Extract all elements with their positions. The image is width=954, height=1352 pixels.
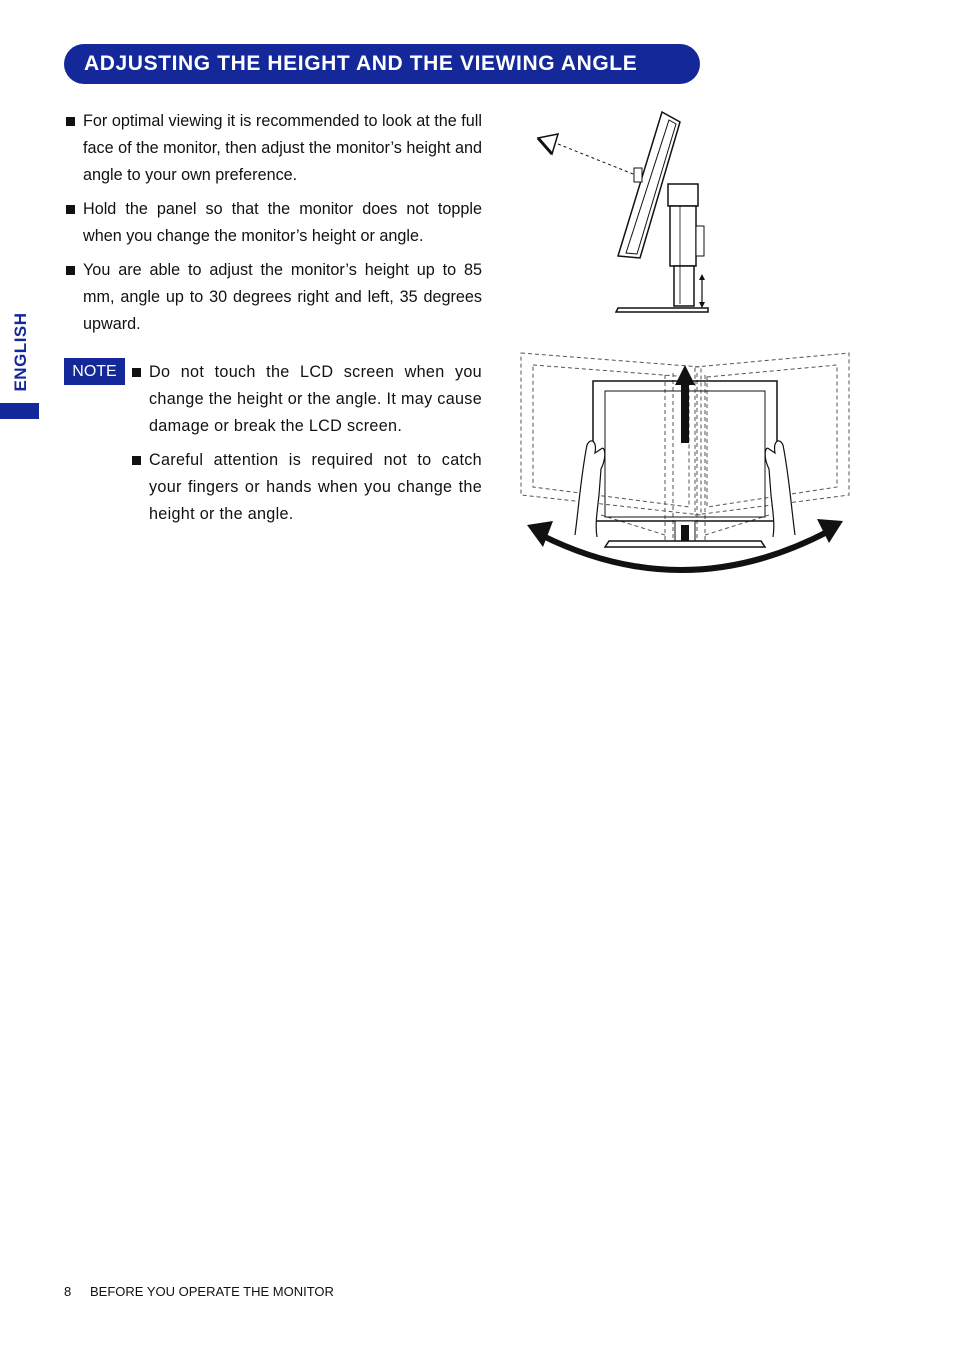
up-arrow-icon bbox=[675, 365, 695, 443]
stand-column bbox=[668, 184, 704, 306]
list-item-text: Hold the panel so that the monitor does not topple when you change the monitor’s height or angle. bbox=[83, 200, 482, 245]
stand-base bbox=[616, 308, 708, 312]
instruction-list bbox=[64, 108, 482, 345]
list-item bbox=[64, 108, 482, 189]
list-item-text: You are able to adjust the monitor’s height up to 85 mm, angle up to 30 degrees right and left, 35 degrees upward. bbox=[83, 261, 482, 333]
list-item bbox=[130, 359, 482, 440]
page-number: 8 bbox=[64, 1284, 72, 1299]
section-title: ADJUSTING THE HEIGHT AND THE VIEWING ANGLE bbox=[64, 44, 700, 84]
page-footer bbox=[64, 1284, 334, 1299]
monitor-side-view-illustration bbox=[530, 100, 720, 320]
height-adjust-arrow bbox=[699, 274, 705, 308]
list-item-text: For optimal viewing it is recommended to look at the full face of the monitor, then adjust the monitor’s height and angle to your own preference. bbox=[83, 112, 482, 184]
list-item-text: Careful attention is required not to catch your fingers or hands when you change the height or the angle. bbox=[149, 451, 482, 523]
language-label: ENGLISH bbox=[11, 312, 30, 392]
monitor-front-swivel-illustration bbox=[515, 345, 855, 585]
square-bullet-icon bbox=[66, 266, 75, 275]
language-tab-marker bbox=[0, 403, 39, 419]
note-list bbox=[130, 359, 482, 535]
note-badge: NOTE bbox=[64, 358, 125, 385]
list-item-text: Do not touch the LCD screen when you change the height or the angle. It may cause damage or break the LCD screen. bbox=[149, 363, 482, 435]
eye-icon bbox=[538, 134, 558, 154]
square-bullet-icon bbox=[66, 205, 75, 214]
list-item bbox=[64, 257, 482, 338]
square-bullet-icon bbox=[132, 456, 141, 465]
list-item bbox=[64, 196, 482, 250]
footer-section-title: BEFORE YOU OPERATE THE MONITOR bbox=[90, 1284, 334, 1299]
square-bullet-icon bbox=[132, 368, 141, 377]
square-bullet-icon bbox=[66, 117, 75, 126]
list-item bbox=[130, 447, 482, 528]
